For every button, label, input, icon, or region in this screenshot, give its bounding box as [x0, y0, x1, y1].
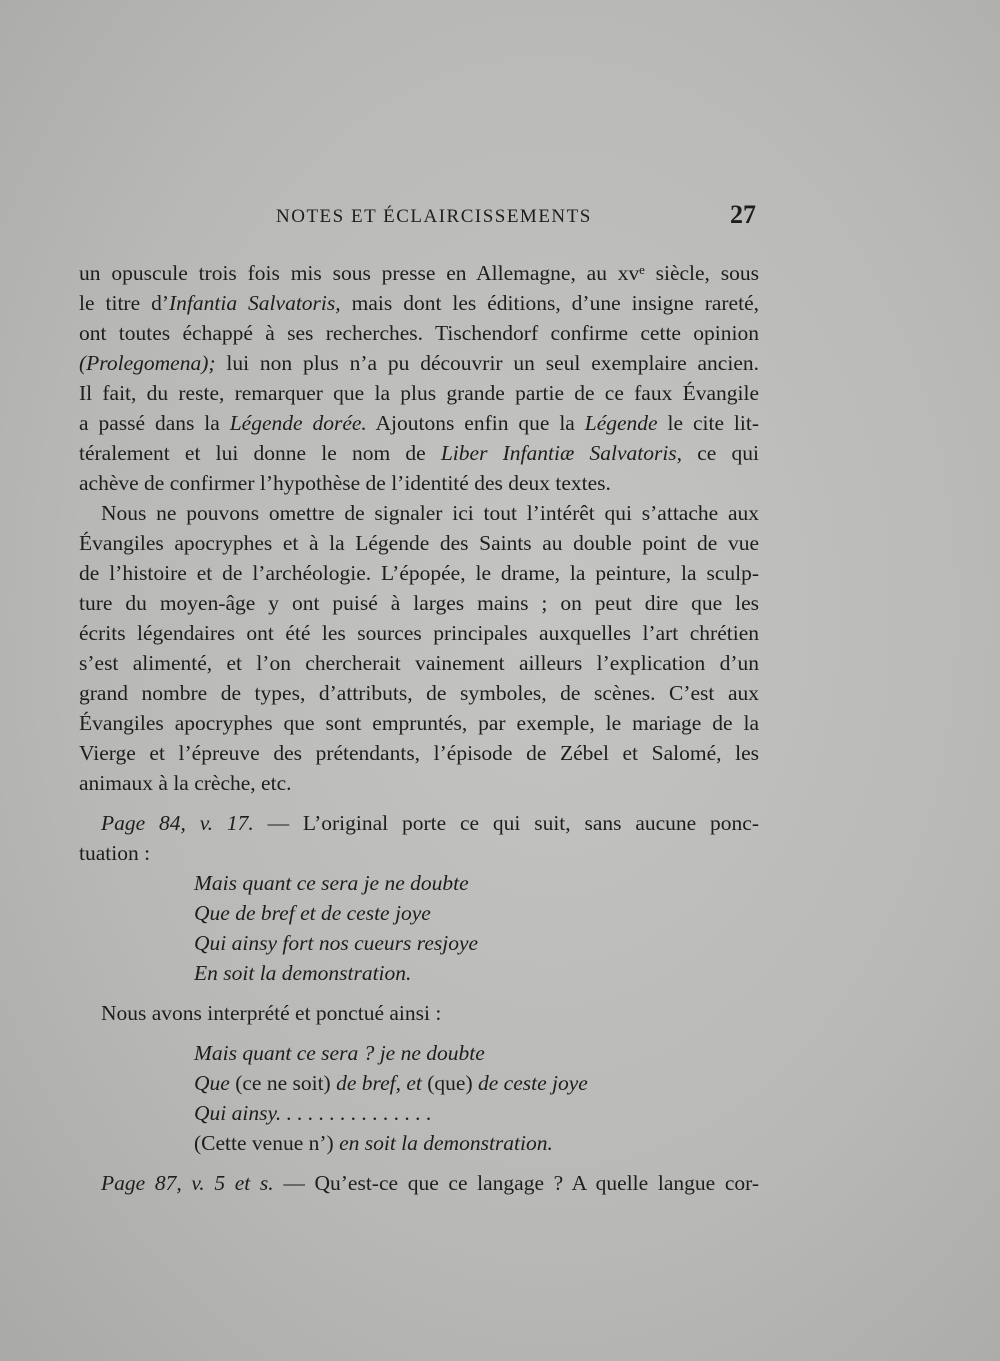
- verse-line: (Cette venue n’) en soit la demonstration.: [194, 1131, 553, 1155]
- text-line: écrits légendaires ont été les sources principales auxquelles l’art chrétien: [79, 621, 759, 645]
- verse-block-original: [79, 868, 759, 988]
- running-head: [276, 200, 756, 234]
- text-line: Évangiles apocryphes et à la Légende des Saints au double point de vue: [79, 531, 759, 555]
- text-line: Nous ne pouvons omettre de signaler ici tout l’intérêt qui s’attache aux: [101, 501, 759, 525]
- verse-line: Que (ce ne soit) de bref, et (que) de ceste joye: [194, 1071, 588, 1095]
- note-page-87: [79, 1168, 759, 1198]
- text-line: un opuscule trois fois mis sous presse en Allemagne, au xvᵉ siècle, sous: [79, 261, 759, 285]
- text-line: Vierge et l’épreuve des prétendants, l’épisode de Zébel et Salomé, les: [79, 741, 759, 765]
- verse-line: Mais quant ce sera ? je ne doubte: [194, 1041, 485, 1065]
- verse-line: En soit la demonstration.: [194, 961, 412, 985]
- text-line: Évangiles apocryphes que sont empruntés, par exemple, le mariage de la: [79, 711, 759, 735]
- text-line: ture du moyen-âge y ont puisé à larges mains ; on peut dire que les: [79, 591, 759, 615]
- verse-line: Qui ainsy fort nos cueurs resjoye: [194, 931, 479, 955]
- text-line: ont toutes échappé à ses recherches. Tischendorf confirme cette opinion: [79, 321, 759, 345]
- interpretation-line: Nous avons interprété et ponctué ainsi :: [101, 1001, 442, 1025]
- text-line: tuation :: [79, 841, 151, 865]
- text-line: le titre d’Infantia Salvatoris, mais dont les éditions, d’une insigne rareté,: [79, 291, 759, 315]
- text-line: Page 87, v. 5 et s. — Qu’est-ce que ce langage ? A quelle langue cor-: [101, 1171, 759, 1195]
- text-line: animaux à la crèche, etc.: [79, 771, 292, 795]
- page-number: 27: [730, 200, 756, 229]
- verse-block-interpreted: [79, 1038, 759, 1158]
- paragraph-apocrypha-source: [79, 258, 759, 498]
- verse-line: Qui ainsy. . . . . . . . . . . . . . .: [194, 1101, 432, 1125]
- text-line: téralement et lui donne le nom de Liber Infantiæ Salvatoris, ce qui: [79, 441, 759, 465]
- verse-line: Que de bref et de ceste joye: [194, 901, 431, 925]
- body-text: [79, 258, 759, 1198]
- text-line: s’est alimenté, et l’on chercherait vainement ailleurs l’explication d’un: [79, 651, 759, 675]
- text-line: a passé dans la Légende dorée. Ajoutons enfin que la Légende le cite lit-: [79, 411, 759, 435]
- paragraph-iconography: [79, 498, 759, 798]
- text-line: grand nombre de types, d’attributs, de symboles, de scènes. C’est aux: [79, 681, 759, 705]
- text-line: de l’histoire et de l’archéologie. L’épopée, le drame, la peinture, la sculp-: [79, 561, 759, 585]
- text-line: Il fait, du reste, remarquer que la plus grande partie de ce faux Évangile: [79, 381, 759, 405]
- verse-line: Mais quant ce sera je ne doubte: [194, 871, 469, 895]
- running-title: NOTES ET ÉCLAIRCISSEMENTS: [276, 206, 592, 227]
- note-page-84: [79, 808, 759, 868]
- text-line: (Prolegomena); lui non plus n’a pu découvrir un seul exemplaire ancien.: [79, 351, 759, 375]
- text-line: achève de confirmer l’hypothèse de l’identité des deux textes.: [79, 471, 611, 495]
- text-line: Page 84, v. 17. — L’original porte ce qui suit, sans aucune ponc-: [101, 811, 759, 835]
